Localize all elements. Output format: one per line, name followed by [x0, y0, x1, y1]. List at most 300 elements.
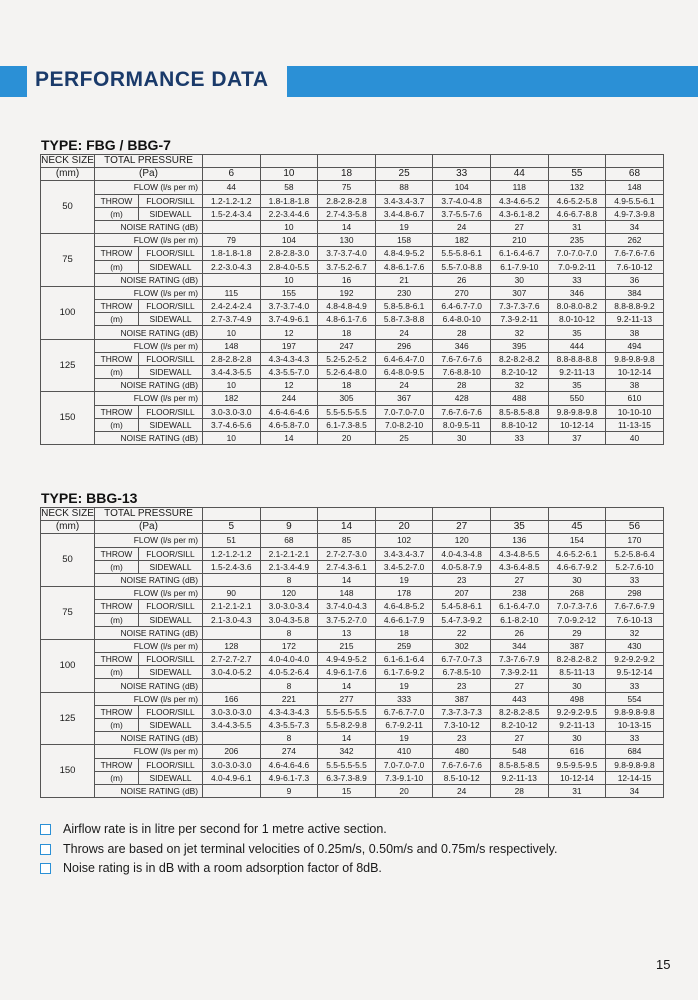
floorsill-value-cell: 5.5-5.5-5.5 [318, 405, 376, 418]
flow-value-cell: 384 [606, 286, 664, 299]
sidewall-value-cell: 4.8-6.1-7.6 [375, 260, 433, 273]
throw-sidewall-row [41, 719, 664, 732]
floorsill-value-cell: 3.7-3.7-4.0 [260, 300, 318, 313]
pressure-value-header: 33 [433, 168, 491, 181]
sidewall-value-cell: 6.7-9.2-11 [375, 719, 433, 732]
flow-label: FLOW (l/s per m) [95, 181, 203, 194]
pressure-header-blank [260, 508, 318, 521]
floorsill-value-cell: 2.7-2.7-2.7 [203, 653, 261, 666]
flow-row [41, 534, 664, 547]
noise-value-cell: 27 [490, 220, 548, 233]
floorsill-value-cell: 1.8-1.8-1.8 [203, 247, 261, 260]
sidewall-value-cell: 6.7-8.5-10 [433, 666, 491, 679]
noise-value-cell: 29 [548, 626, 606, 639]
noise-value-cell: 24 [433, 220, 491, 233]
pressure-value-header: 56 [606, 521, 664, 534]
sidewall-value-cell: 8.0-10-12 [548, 313, 606, 326]
total-pressure-header: TOTAL PRESSURE [95, 155, 203, 168]
sidewall-value-cell: 1.5-2.4-3.6 [203, 560, 261, 573]
noise-value-cell: 28 [433, 379, 491, 392]
flow-value-cell: 68 [260, 534, 318, 547]
header-row [41, 155, 664, 168]
flow-value-cell: 247 [318, 339, 376, 352]
noise-value-cell: 14 [318, 220, 376, 233]
noise-value-cell: 24 [375, 326, 433, 339]
floorsill-value-cell: 4.0-4.3-4.8 [433, 547, 491, 560]
floorsill-value-cell: 8.8-8.8-9.2 [606, 300, 664, 313]
flow-value-cell: 444 [548, 339, 606, 352]
noise-value-cell: 27 [490, 732, 548, 745]
noise-value-cell: 8 [260, 573, 318, 586]
note-text: Throws are based on jet terminal velocities of 0.25m/s, 0.50m/s and 0.75m/s respectively. [63, 841, 558, 856]
throw-floorsill-row [41, 705, 664, 718]
floorsill-value-cell: 6.1-6.4-7.0 [490, 600, 548, 613]
floorsill-value-cell: 4.0-4.0-4.0 [260, 653, 318, 666]
noise-value-cell: 23 [433, 573, 491, 586]
throw-sidewall-row [41, 366, 664, 379]
floorsill-label: FLOOR/SILL [139, 300, 203, 313]
flow-value-cell: 148 [318, 587, 376, 600]
noise-value-cell: 33 [606, 732, 664, 745]
noise-value-cell: 35 [548, 326, 606, 339]
sidewall-label: SIDEWALL [139, 666, 203, 679]
flow-value-cell: 230 [375, 286, 433, 299]
sidewall-value-cell: 10-13-15 [606, 719, 664, 732]
noise-value-cell [203, 679, 261, 692]
flow-value-cell: 158 [375, 234, 433, 247]
header-accent-bar-left [0, 66, 27, 97]
sidewall-value-cell: 6.1-7.6-9.2 [375, 666, 433, 679]
sidewall-value-cell: 10-12-14 [548, 771, 606, 784]
throw-sidewall-row [41, 771, 664, 784]
noise-rating-row [41, 626, 664, 639]
pressure-value-header: 35 [490, 521, 548, 534]
sidewall-value-cell: 2.8-4.0-5.5 [260, 260, 318, 273]
floorsill-value-cell: 4.6-4.6-4.6 [260, 405, 318, 418]
pressure-value-header: 9 [260, 521, 318, 534]
floorsill-value-cell: 8.2-8.2-8.2 [548, 653, 606, 666]
flow-value-cell: 132 [548, 181, 606, 194]
sidewall-value-cell: 9.2-11-13 [548, 366, 606, 379]
throw-floorsill-row [41, 547, 664, 560]
flow-value-cell: 296 [375, 339, 433, 352]
pressure-value-header: 55 [548, 168, 606, 181]
throw-label: THROW [95, 300, 139, 313]
floorsill-value-cell: 7.6-7.6-7.9 [606, 600, 664, 613]
throw-floorsill-row [41, 247, 664, 260]
sidewall-label: SIDEWALL [139, 366, 203, 379]
flow-value-cell: 344 [490, 639, 548, 652]
flow-label: FLOW (l/s per m) [95, 286, 203, 299]
noise-value-cell: 32 [490, 379, 548, 392]
note-item [40, 820, 557, 840]
sidewall-value-cell: 5.4-7.3-9.2 [433, 613, 491, 626]
flow-value-cell: 118 [490, 181, 548, 194]
sidewall-value-cell: 7.6-10-12 [606, 260, 664, 273]
sidewall-value-cell: 2.1-3.0-4.3 [203, 613, 261, 626]
flow-row [41, 639, 664, 652]
sidewall-value-cell: 4.6-5.8-7.0 [260, 418, 318, 431]
throw-sidewall-row [41, 260, 664, 273]
sidewall-value-cell: 7.3-9.1-10 [375, 771, 433, 784]
sidewall-value-cell: 5.5-8.2-9.8 [318, 719, 376, 732]
flow-value-cell: 136 [490, 534, 548, 547]
noise-value-cell: 31 [548, 784, 606, 797]
neck-size-header: NECK SIZE [41, 508, 94, 520]
noise-value-cell: 33 [606, 573, 664, 586]
flow-value-cell: 178 [375, 587, 433, 600]
noise-value-cell: 8 [260, 679, 318, 692]
floorsill-value-cell: 2.1-2.1-2.1 [203, 600, 261, 613]
noise-value-cell: 10 [260, 220, 318, 233]
sidewall-value-cell: 4.0-5.2-6.4 [260, 666, 318, 679]
flow-value-cell: 148 [203, 339, 261, 352]
floorsill-value-cell: 3.0-3.0-3.0 [203, 758, 261, 771]
sidewall-value-cell: 11-13-15 [606, 418, 664, 431]
sidewall-value-cell: 12-14-15 [606, 771, 664, 784]
flow-value-cell: 494 [606, 339, 664, 352]
flow-value-cell: 215 [318, 639, 376, 652]
sidewall-value-cell: 5.8-7.3-8.8 [375, 313, 433, 326]
noise-rating-row [41, 379, 664, 392]
floorsill-label: FLOOR/SILL [139, 194, 203, 207]
sidewall-value-cell: 4.3-5.5-7.3 [260, 719, 318, 732]
sidewall-value-cell: 10-12-14 [548, 418, 606, 431]
flow-value-cell: 395 [490, 339, 548, 352]
flow-value-cell: 610 [606, 392, 664, 405]
throw-floorsill-row [41, 758, 664, 771]
floorsill-value-cell: 5.5-5.8-6.1 [433, 247, 491, 260]
sidewall-value-cell: 3.7-4.6-5.6 [203, 418, 261, 431]
floorsill-value-cell: 8.2-8.2-8.5 [490, 705, 548, 718]
floorsill-value-cell: 8.0-8.0-8.2 [548, 300, 606, 313]
throw-floorsill-row [41, 600, 664, 613]
floorsill-value-cell: 6.4-6.4-7.0 [375, 352, 433, 365]
noise-value-cell: 30 [548, 732, 606, 745]
sidewall-value-cell: 2.7-4.3-5.8 [318, 207, 376, 220]
neck-size-cell: 100 [41, 286, 95, 339]
throw-unit-label: (m) [95, 560, 139, 573]
floorsill-value-cell: 7.6-7.6-7.6 [433, 405, 491, 418]
noise-value-cell: 40 [606, 431, 664, 444]
sidewall-value-cell: 4.9-6.1-7.3 [260, 771, 318, 784]
flow-value-cell: 554 [606, 692, 664, 705]
noise-value-cell: 27 [490, 573, 548, 586]
noise-rating-label: NOISE RATING (dB) [95, 732, 203, 745]
checkbox-bullet-icon [40, 844, 51, 855]
sidewall-value-cell: 3.4-4.8-6.7 [375, 207, 433, 220]
sidewall-label: SIDEWALL [139, 560, 203, 573]
sidewall-value-cell: 3.4-5.2-7.0 [375, 560, 433, 573]
floorsill-label: FLOOR/SILL [139, 653, 203, 666]
floorsill-value-cell: 6.7-6.7-7.0 [375, 705, 433, 718]
floorsill-value-cell: 7.0-7.0-7.0 [548, 247, 606, 260]
throw-label: THROW [95, 247, 139, 260]
neck-size-cell: 75 [41, 587, 95, 640]
note-text: Noise rating is in dB with a room adsorption factor of 8dB. [63, 861, 382, 876]
flow-value-cell: 238 [490, 587, 548, 600]
sidewall-value-cell: 3.7-4.9-6.1 [260, 313, 318, 326]
sidewall-label: SIDEWALL [139, 613, 203, 626]
pressure-header-blank [548, 155, 606, 168]
noise-rating-row [41, 732, 664, 745]
pressure-value-header: 6 [203, 168, 261, 181]
neck-size-cell: 75 [41, 234, 95, 287]
noise-value-cell: 33 [490, 431, 548, 444]
floorsill-value-cell: 8.2-8.2-8.2 [490, 352, 548, 365]
sidewall-value-cell: 7.0-9.2-11 [548, 260, 606, 273]
floorsill-value-cell: 4.6-5.2-6.1 [548, 547, 606, 560]
pressure-value-header: 20 [375, 521, 433, 534]
sidewall-value-cell: 3.4-4.3-5.5 [203, 366, 261, 379]
flow-row [41, 392, 664, 405]
throw-floorsill-row [41, 405, 664, 418]
floorsill-value-cell: 4.8-4.9-5.2 [375, 247, 433, 260]
noise-value-cell: 23 [433, 732, 491, 745]
floorsill-value-cell: 5.5-5.5-5.5 [318, 758, 376, 771]
sidewall-label: SIDEWALL [139, 418, 203, 431]
pressure-value-header: 5 [203, 521, 261, 534]
flow-row [41, 234, 664, 247]
throw-unit-label: (m) [95, 418, 139, 431]
noise-value-cell: 32 [490, 326, 548, 339]
floorsill-value-cell: 2.8-2.8-2.8 [203, 352, 261, 365]
noise-rating-label: NOISE RATING (dB) [95, 379, 203, 392]
noise-value-cell: 15 [318, 784, 376, 797]
floorsill-value-cell: 4.3-4.3-4.3 [260, 705, 318, 718]
throw-unit-label: (m) [95, 207, 139, 220]
floorsill-value-cell: 2.8-2.8-3.0 [260, 247, 318, 260]
noise-value-cell: 26 [433, 273, 491, 286]
flow-label: FLOW (l/s per m) [95, 392, 203, 405]
noise-value-cell: 19 [375, 220, 433, 233]
floorsill-value-cell: 4.9-4.9-5.2 [318, 653, 376, 666]
note-text: Airflow rate is in litre per second for 1 metre active section. [63, 822, 387, 837]
noise-value-cell: 19 [375, 732, 433, 745]
flow-value-cell: 182 [203, 392, 261, 405]
throw-unit-label: (m) [95, 666, 139, 679]
noise-value-cell [203, 273, 261, 286]
sidewall-value-cell: 6.4-8.0-10 [433, 313, 491, 326]
flow-value-cell: 302 [433, 639, 491, 652]
sidewall-value-cell: 8.0-9.5-11 [433, 418, 491, 431]
sidewall-value-cell: 8.5-11-13 [548, 666, 606, 679]
noise-value-cell [203, 573, 261, 586]
noise-value-cell: 8 [260, 626, 318, 639]
flow-value-cell: 130 [318, 234, 376, 247]
sidewall-label: SIDEWALL [139, 207, 203, 220]
pressure-header-blank [490, 508, 548, 521]
flow-value-cell: 192 [318, 286, 376, 299]
neck-size-cell: 125 [41, 339, 95, 392]
flow-value-cell: 270 [433, 286, 491, 299]
flow-row [41, 339, 664, 352]
checkbox-bullet-icon [40, 824, 51, 835]
sidewall-label: SIDEWALL [139, 260, 203, 273]
pressure-header-blank [260, 155, 318, 168]
flow-value-cell: 443 [490, 692, 548, 705]
noise-value-cell: 23 [433, 679, 491, 692]
sidewall-value-cell: 6.1-7.3-8.5 [318, 418, 376, 431]
sidewall-value-cell: 2.1-3.4-4.9 [260, 560, 318, 573]
noise-value-cell: 26 [490, 626, 548, 639]
noise-value-cell: 28 [490, 784, 548, 797]
floorsill-value-cell: 5.8-5.8-6.1 [375, 300, 433, 313]
noise-value-cell: 27 [490, 679, 548, 692]
flow-value-cell: 170 [606, 534, 664, 547]
noise-rating-row [41, 273, 664, 286]
noise-value-cell: 10 [203, 431, 261, 444]
flow-value-cell: 85 [318, 534, 376, 547]
noise-value-cell: 18 [318, 326, 376, 339]
sidewall-value-cell: 7.3-9.2-11 [490, 313, 548, 326]
floorsill-value-cell: 4.3-4.6-5.2 [490, 194, 548, 207]
performance-table-fbg-bbg-7 [40, 154, 664, 445]
sidewall-value-cell: 2.2-3.0-4.3 [203, 260, 261, 273]
performance-table-bbg-13 [40, 507, 664, 798]
pressure-value-header: 10 [260, 168, 318, 181]
noise-value-cell: 30 [548, 573, 606, 586]
flow-value-cell: 120 [260, 587, 318, 600]
floorsill-value-cell: 2.7-2.7-3.0 [318, 547, 376, 560]
header-row [41, 521, 664, 534]
floorsill-label: FLOOR/SILL [139, 600, 203, 613]
flow-value-cell: 262 [606, 234, 664, 247]
noise-rating-row [41, 431, 664, 444]
pressure-value-header: 68 [606, 168, 664, 181]
sidewall-value-cell: 10-12-14 [606, 366, 664, 379]
sidewall-value-cell: 3.0-4.3-5.8 [260, 613, 318, 626]
sidewall-value-cell: 9.5-12-14 [606, 666, 664, 679]
pressure-value-header: 25 [375, 168, 433, 181]
flow-value-cell: 410 [375, 745, 433, 758]
header-row [41, 168, 664, 181]
sidewall-value-cell: 2.2-3.4-4.6 [260, 207, 318, 220]
floorsill-value-cell: 2.1-2.1-2.1 [260, 547, 318, 560]
flow-label: FLOW (l/s per m) [95, 745, 203, 758]
neck-size-header: NECK SIZE [41, 155, 94, 167]
pressure-unit-header: (Pa) [95, 168, 203, 181]
neck-size-cell: 100 [41, 639, 95, 692]
sidewall-value-cell: 4.0-4.9-6.1 [203, 771, 261, 784]
noise-value-cell: 13 [318, 626, 376, 639]
sidewall-value-cell: 3.7-5.5-7.6 [433, 207, 491, 220]
floorsill-value-cell: 4.9-5.5-6.1 [606, 194, 664, 207]
noise-rating-row [41, 326, 664, 339]
throw-unit-label: (m) [95, 313, 139, 326]
sidewall-value-cell: 5.5-7.0-8.8 [433, 260, 491, 273]
floorsill-value-cell: 3.4-3.4-3.7 [375, 547, 433, 560]
noise-rating-label: NOISE RATING (dB) [95, 326, 203, 339]
floorsill-value-cell: 9.8-9.8-9.8 [548, 405, 606, 418]
throw-floorsill-row [41, 352, 664, 365]
sidewall-value-cell: 4.6-6.7-8.8 [548, 207, 606, 220]
throw-label: THROW [95, 194, 139, 207]
flow-value-cell: 367 [375, 392, 433, 405]
flow-value-cell: 342 [318, 745, 376, 758]
floorsill-value-cell: 5.2-5.8-6.4 [606, 547, 664, 560]
noise-value-cell: 30 [548, 679, 606, 692]
flow-row [41, 286, 664, 299]
noise-value-cell: 9 [260, 784, 318, 797]
section-header [0, 66, 698, 97]
floorsill-value-cell: 1.2-1.2-1.2 [203, 194, 261, 207]
flow-value-cell: 104 [433, 181, 491, 194]
flow-value-cell: 172 [260, 639, 318, 652]
neck-size-cell: 50 [41, 181, 95, 234]
throw-label: THROW [95, 547, 139, 560]
sidewall-value-cell: 4.3-6.1-8.2 [490, 207, 548, 220]
floorsill-value-cell: 6.7-7.0-7.3 [433, 653, 491, 666]
floorsill-value-cell: 3.7-4.0-4.3 [318, 600, 376, 613]
flow-value-cell: 268 [548, 587, 606, 600]
sidewall-value-cell: 2.7-3.7-4.9 [203, 313, 261, 326]
floorsill-value-cell: 6.1-6.1-6.4 [375, 653, 433, 666]
flow-value-cell: 75 [318, 181, 376, 194]
floorsill-value-cell: 3.7-4.0-4.8 [433, 194, 491, 207]
flow-value-cell: 498 [548, 692, 606, 705]
floorsill-value-cell: 9.5-9.5-9.5 [548, 758, 606, 771]
floorsill-value-cell: 9.8-9.8-9.8 [606, 758, 664, 771]
sidewall-value-cell: 4.6-6.7-9.2 [548, 560, 606, 573]
sidewall-value-cell: 4.9-6.1-7.6 [318, 666, 376, 679]
pressure-header-blank [318, 508, 376, 521]
floorsill-value-cell: 8.5-8.5-8.5 [490, 758, 548, 771]
flow-value-cell: 221 [260, 692, 318, 705]
flow-value-cell: 616 [548, 745, 606, 758]
noise-value-cell: 18 [375, 626, 433, 639]
flow-value-cell: 206 [203, 745, 261, 758]
note-item [40, 840, 557, 860]
page-number: 15 [656, 957, 671, 972]
noise-rating-label: NOISE RATING (dB) [95, 431, 203, 444]
floorsill-value-cell: 6.4-6.7-7.0 [433, 300, 491, 313]
flow-value-cell: 115 [203, 286, 261, 299]
sidewall-value-cell: 3.4-4.3-5.5 [203, 719, 261, 732]
floorsill-label: FLOOR/SILL [139, 705, 203, 718]
flow-value-cell: 274 [260, 745, 318, 758]
pressure-header-blank [375, 155, 433, 168]
flow-value-cell: 210 [490, 234, 548, 247]
sidewall-value-cell: 4.3-6.4-8.5 [490, 560, 548, 573]
flow-value-cell: 207 [433, 587, 491, 600]
flow-label: FLOW (l/s per m) [95, 692, 203, 705]
flow-value-cell: 259 [375, 639, 433, 652]
noise-value-cell: 14 [318, 679, 376, 692]
flow-value-cell: 277 [318, 692, 376, 705]
sidewall-value-cell: 6.3-7.3-8.9 [318, 771, 376, 784]
sidewall-value-cell: 8.2-10-12 [490, 366, 548, 379]
floorsill-value-cell: 7.6-7.6-7.6 [433, 758, 491, 771]
noise-rating-label: NOISE RATING (dB) [95, 573, 203, 586]
flow-row [41, 181, 664, 194]
flow-value-cell: 488 [490, 392, 548, 405]
flow-value-cell: 346 [433, 339, 491, 352]
noise-value-cell: 35 [548, 379, 606, 392]
floorsill-value-cell: 5.5-5.5-5.5 [318, 705, 376, 718]
flow-value-cell: 480 [433, 745, 491, 758]
floorsill-value-cell: 10-10-10 [606, 405, 664, 418]
noise-value-cell: 34 [606, 220, 664, 233]
floorsill-value-cell: 3.0-3.0-3.0 [203, 705, 261, 718]
floorsill-value-cell: 2.8-2.8-2.8 [318, 194, 376, 207]
sidewall-value-cell: 3.0-4.0-5.2 [203, 666, 261, 679]
sidewall-value-cell: 5.2-6.4-8.0 [318, 366, 376, 379]
pressure-header-blank [548, 508, 606, 521]
flow-value-cell: 684 [606, 745, 664, 758]
noise-value-cell: 12 [260, 326, 318, 339]
sidewall-value-cell: 6.1-8.2-10 [490, 613, 548, 626]
